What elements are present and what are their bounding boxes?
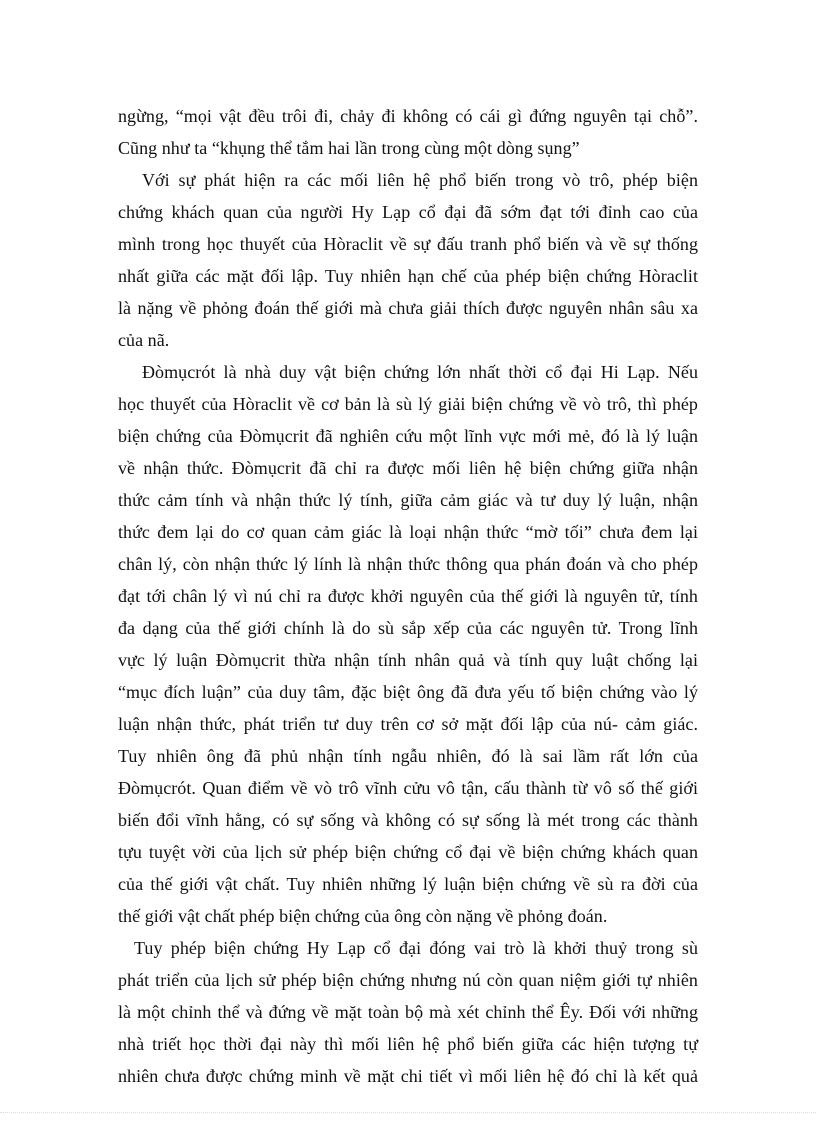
text-line: vực lý luận Đòmụcrit thừa nhận tính nhân quả và tính quy luật chống lại: [118, 650, 698, 670]
text-line: ngừng, “mọi vật đều trôi đi, chảy đi không có cái gì đứng nguyên tại chỗ”.: [118, 106, 698, 126]
text-line: chân lý, còn nhận thức lý lính là nhận thức thông qua phán đoán và cho phép: [118, 554, 698, 574]
text-line: nhà triết học thời đại này thì mối liên hệ phổ biến giữa các hiện tượng tự: [118, 1034, 698, 1054]
text-line: tựu tuyệt vời của lịch sử phép biện chứng cổ đại về biện chứng khách quan: [118, 842, 698, 862]
text-line: là một chỉnh thể và đứng về mặt toàn bộ mà xét chỉnh thể Êy. Đối với những: [118, 1002, 698, 1022]
text-line: chứng khách quan của người Hy Lạp cổ đại đã sớm đạt tới đỉnh cao của: [118, 202, 698, 222]
text-line: phát triển của lịch sử phép biện chứng nhưng nú còn quan niệm giới tự nhiên: [118, 970, 698, 990]
text-line: nhiên chưa được chứng minh về mặt chi tiết vì mối liên hệ đó chỉ là kết quả: [118, 1066, 698, 1086]
text-line: biện chứng của Đòmụcrit đã nghiên cứu một lĩnh vực mới mẻ, đó là lý luận: [118, 426, 698, 446]
text-line: mình trong học thuyết của Hòraclit về sự đấu tranh phổ biến và về sự thống: [118, 234, 698, 254]
text-line: biến đổi vĩnh hằng, có sự sống và không có sự sống là mét trong các thành: [118, 810, 698, 830]
text-line: đạt tới chân lý vì nú chỉ ra được khởi nguyên của thế giới là nguyên tử, tính: [118, 586, 698, 606]
text-line: của thế giới vật chất. Tuy nhiên những lý luận biện chứng về sù ra đời của: [118, 874, 698, 894]
paragraph: [118, 932, 698, 1092]
text-line: thức cảm tính và nhận thức lý tính, giữa cảm giác và tư duy lý luận, nhận: [118, 490, 698, 510]
text-line: học thuyết của Hòraclit về cơ bản là sù lý giải biện chứng về vò trô, thì phép: [118, 394, 698, 414]
paragraph: [118, 100, 698, 164]
text-line: là nặng về phỏng đoán thế giới mà chưa giải thích được nguyên nhân sâu xa: [118, 298, 698, 318]
document-page: [118, 100, 698, 1092]
text-line: nhất giữa các mặt đối lập. Tuy nhiên hạn chế của phép biện chứng Hòraclit: [118, 266, 698, 286]
text-line: thức đem lại do cơ quan cảm giác là loại nhận thức “mờ tối” chưa đem lại: [118, 522, 698, 542]
text-line: Đòmụcrót là nhà duy vật biện chứng lớn nhất thời cổ đại Hi Lạp. Nếu: [142, 362, 698, 382]
text-line: của nã.: [118, 330, 170, 350]
text-line: đa dạng của thế giới chính là do sù sắp xếp của các nguyên tử. Trong lĩnh: [118, 618, 698, 638]
text-line: luận nhận thức, phát triển tư duy trên cơ sở mặt đối lập của nú- cảm giác.: [118, 714, 698, 734]
text-line: Tuy nhiên ông đã phủ nhận tính ngẫu nhiên, đó là sai lầm rất lớn của: [118, 746, 698, 766]
paragraph: [118, 164, 698, 356]
text-line: “mục đích luận” của duy tâm, đặc biệt ông đã đưa yếu tố biện chứng vào lý: [118, 682, 698, 702]
text-line: thế giới vật chất phép biện chứng của ông còn nặng về phỏng đoán.: [118, 906, 608, 926]
text-line: Đòmụcrót. Quan điểm về vò trô vĩnh cửu vô tận, cấu thành từ vô số thế giới: [118, 778, 698, 798]
page-bottom-divider: [0, 1112, 816, 1113]
paragraph: [118, 356, 698, 932]
text-line: Với sự phát hiện ra các mối liên hệ phổ biến trong vò trô, phép biện: [142, 170, 698, 190]
text-line: Cũng như ta “khụng thể tắm hai lần trong cùng một dòng sụng”: [118, 138, 580, 158]
text-line: Tuy phép biện chứng Hy Lạp cổ đại đóng vai trò là khởi thuỷ trong sù: [134, 938, 698, 958]
text-line: về nhận thức. Đòmụcrit đã chỉ ra được mối liên hệ biện chứng giữa nhận: [118, 458, 698, 478]
